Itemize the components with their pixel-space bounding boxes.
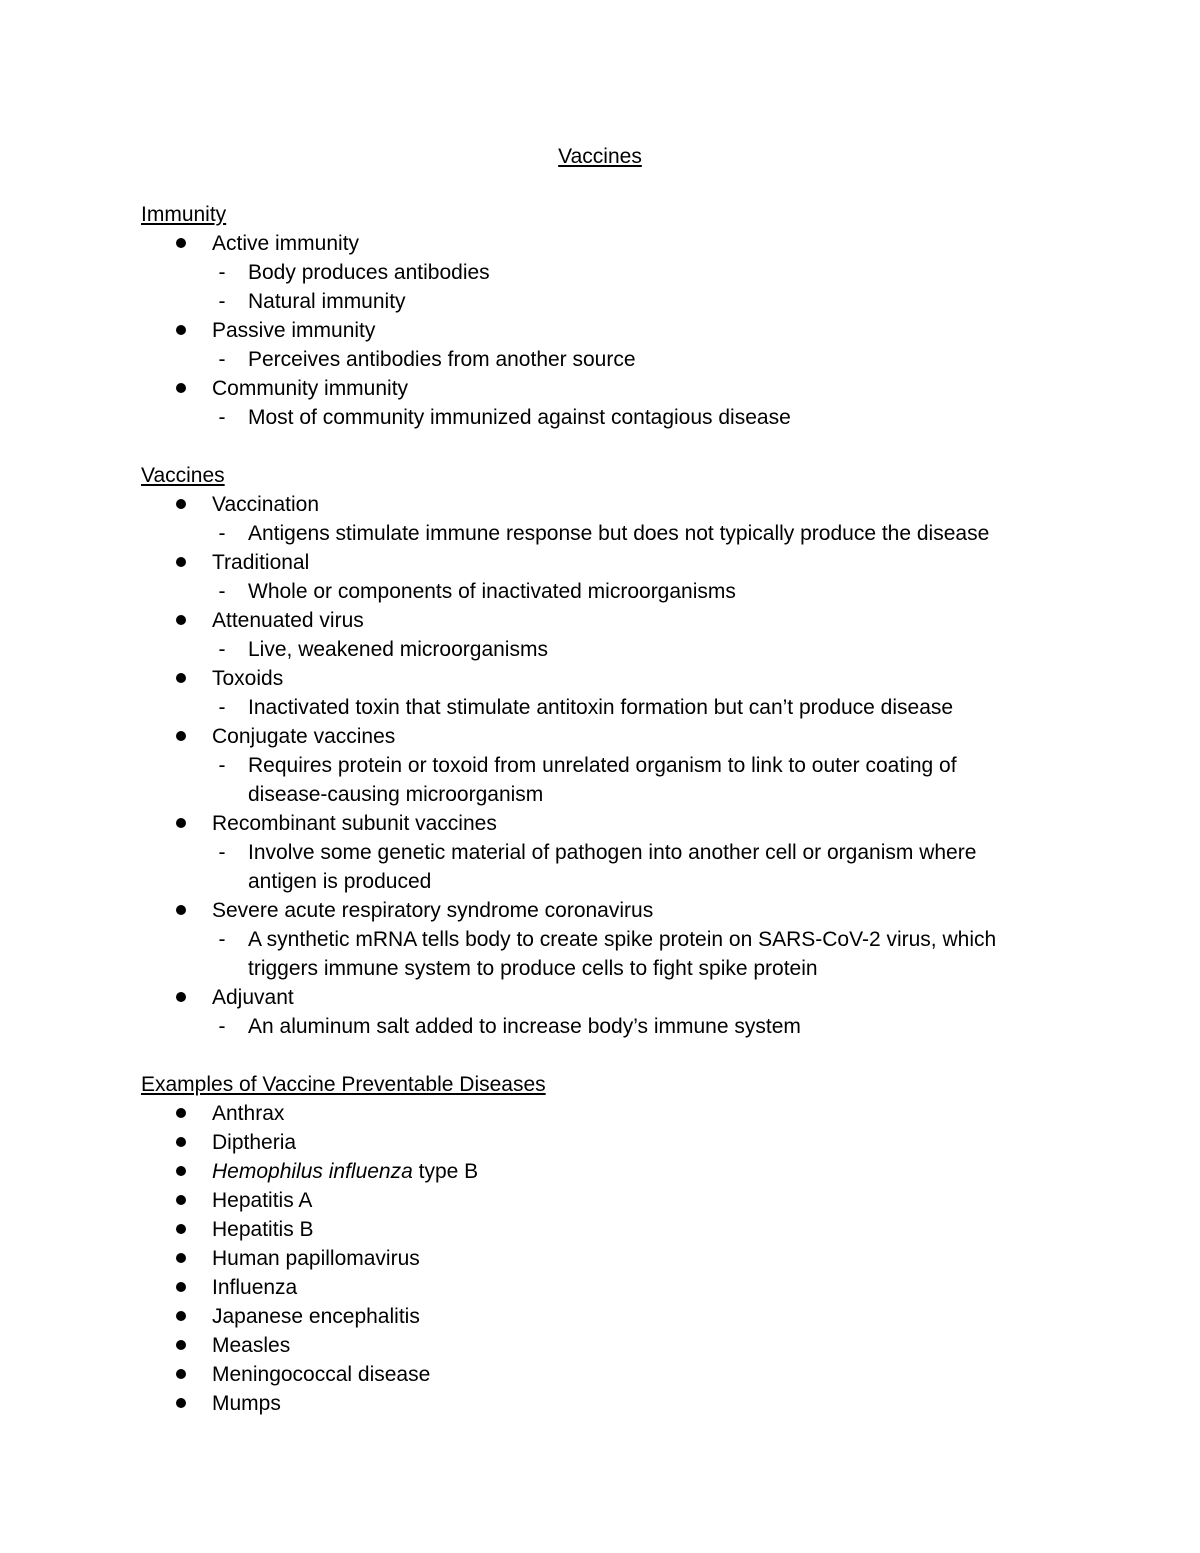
bullet-item — [141, 1389, 1041, 1418]
sub-text: Requires protein or toxoid from unrelated organism to link to outer coating of disease-causing microorganism — [248, 754, 957, 806]
bullet-dot-icon — [176, 238, 186, 248]
document-body — [141, 200, 1041, 1447]
section-vaccines — [141, 461, 1041, 1041]
bullet-label: Traditional — [212, 551, 310, 574]
bullet-item — [141, 1302, 1041, 1331]
bullet-dot-icon — [176, 383, 186, 393]
bullet-dot-icon — [176, 992, 186, 1002]
bullet-dot-icon — [176, 673, 186, 683]
bullet-dot-icon — [176, 557, 186, 567]
sub-text: Perceives antibodies from another source — [248, 348, 636, 371]
sub-item — [212, 403, 1041, 432]
bullet-dot-icon — [176, 731, 186, 741]
bullet-label: Measles — [212, 1334, 291, 1357]
bullet-dot-icon — [176, 325, 186, 335]
bullet-dot-icon — [176, 615, 186, 625]
dash-icon: - — [218, 841, 226, 864]
dash-icon: - — [218, 638, 226, 661]
section-heading: Examples of Vaccine Preventable Diseases — [141, 1073, 546, 1096]
bullet-dot-icon — [176, 1137, 186, 1147]
sub-text: Inactivated toxin that stimulate antitoxin formation but can’t produce disease — [248, 696, 954, 719]
dash-icon: - — [218, 522, 226, 545]
section-preventable-diseases — [141, 1070, 1041, 1418]
dash-icon: - — [218, 290, 226, 313]
sub-list — [212, 258, 1041, 316]
sub-item — [212, 519, 1041, 548]
bullet-label: Mumps — [212, 1392, 281, 1415]
sub-list — [212, 925, 1041, 983]
bullet-item — [141, 1360, 1041, 1389]
bullet-label: Active immunity — [212, 232, 360, 255]
bullet-list — [141, 1099, 1041, 1418]
dash-icon: - — [218, 754, 226, 777]
bullet-dot-icon — [176, 499, 186, 509]
bullet-item — [141, 606, 1041, 664]
sub-item — [212, 345, 1041, 374]
section-heading: Vaccines — [141, 464, 225, 487]
bullet-label-rest: type B — [412, 1160, 479, 1183]
bullet-label: Anthrax — [212, 1102, 285, 1125]
dash-icon: - — [218, 406, 226, 429]
sub-list — [212, 751, 1041, 809]
bullet-dot-icon — [176, 1108, 186, 1118]
bullet-label-italic: Hemophilus influenza — [212, 1160, 413, 1183]
dash-icon: - — [218, 580, 226, 603]
bullet-item — [141, 1215, 1041, 1244]
dash-icon: - — [218, 261, 226, 284]
bullet-item — [141, 490, 1041, 548]
sub-item — [212, 258, 1041, 287]
sub-text: Involve some genetic material of pathogen into another cell or organism where antigen is produced — [248, 841, 977, 893]
bullet-dot-icon — [176, 1253, 186, 1263]
sub-text: Most of community immunized against contagious disease — [248, 406, 791, 429]
sub-list — [212, 519, 1041, 548]
sub-item — [212, 577, 1041, 606]
bullet-label: Community immunity — [212, 377, 409, 400]
dash-icon: - — [218, 928, 226, 951]
bullet-item — [141, 896, 1041, 983]
sub-item — [212, 838, 1041, 896]
bullet-item — [141, 229, 1041, 316]
dash-icon: - — [218, 1015, 226, 1038]
bullet-item — [141, 1331, 1041, 1360]
bullet-dot-icon — [176, 1282, 186, 1292]
bullet-dot-icon — [176, 1311, 186, 1321]
bullet-label: Vaccination — [212, 493, 320, 516]
bullet-list — [141, 490, 1041, 1041]
bullet-item — [141, 374, 1041, 432]
sub-text: An aluminum salt added to increase body’s immune system — [248, 1015, 801, 1038]
sub-item — [212, 693, 1041, 722]
bullet-item — [141, 664, 1041, 722]
bullet-list — [141, 229, 1041, 432]
sub-list — [212, 838, 1041, 896]
sub-item — [212, 925, 1041, 983]
sub-text: Natural immunity — [248, 290, 406, 313]
bullet-item — [141, 1244, 1041, 1273]
sub-text: Antigens stimulate immune response but does not typically produce the disease — [248, 522, 990, 545]
sub-item — [212, 635, 1041, 664]
sub-text: A synthetic mRNA tells body to create spike protein on SARS-CoV-2 virus, which triggers immune system to produce cells to fight spike protein — [248, 928, 997, 980]
bullet-item — [141, 548, 1041, 606]
bullet-dot-icon — [176, 1224, 186, 1234]
dash-icon: - — [218, 696, 226, 719]
bullet-label: Human papillomavirus — [212, 1247, 420, 1270]
sub-list — [212, 345, 1041, 374]
bullet-item — [141, 1273, 1041, 1302]
bullet-dot-icon — [176, 1340, 186, 1350]
section-immunity — [141, 200, 1041, 432]
bullet-label: Influenza — [212, 1276, 298, 1299]
bullet-dot-icon — [176, 818, 186, 828]
document-title: Vaccines — [558, 145, 642, 168]
bullet-dot-icon — [176, 1166, 186, 1176]
bullet-label: Conjugate vaccines — [212, 725, 396, 748]
sub-list — [212, 693, 1041, 722]
bullet-label: Hepatitis A — [212, 1189, 313, 1212]
bullet-dot-icon — [176, 1398, 186, 1408]
bullet-dot-icon — [176, 1195, 186, 1205]
sub-text: Live, weakened microorganisms — [248, 638, 548, 661]
bullet-label: Recombinant subunit vaccines — [212, 812, 497, 835]
bullet-item — [141, 1157, 1041, 1186]
bullet-label: Passive immunity — [212, 319, 376, 342]
bullet-item — [141, 809, 1041, 896]
sub-list — [212, 1012, 1041, 1041]
bullet-item — [141, 1128, 1041, 1157]
bullet-item — [141, 983, 1041, 1041]
bullet-label: Diptheria — [212, 1131, 297, 1154]
sub-text: Body produces antibodies — [248, 261, 490, 284]
sub-item — [212, 1012, 1041, 1041]
bullet-label: Meningococcal disease — [212, 1363, 431, 1386]
bullet-dot-icon — [176, 1369, 186, 1379]
bullet-item — [141, 316, 1041, 374]
dash-icon: - — [218, 348, 226, 371]
sub-item — [212, 287, 1041, 316]
sub-list — [212, 577, 1041, 606]
section-heading: Immunity — [141, 203, 227, 226]
bullet-item — [141, 1186, 1041, 1215]
bullet-item — [141, 1099, 1041, 1128]
bullet-label: Hepatitis B — [212, 1218, 314, 1241]
bullet-label: Attenuated virus — [212, 609, 364, 632]
sub-text: Whole or components of inactivated microorganisms — [248, 580, 736, 603]
sub-list — [212, 403, 1041, 432]
bullet-label: Adjuvant — [212, 986, 294, 1009]
bullet-label: Japanese encephalitis — [212, 1305, 420, 1328]
bullet-item — [141, 722, 1041, 809]
bullet-label: Toxoids — [212, 667, 284, 690]
bullet-label: Severe acute respiratory syndrome coronavirus — [212, 899, 654, 922]
sub-item — [212, 751, 1041, 809]
sub-list — [212, 635, 1041, 664]
bullet-dot-icon — [176, 905, 186, 915]
